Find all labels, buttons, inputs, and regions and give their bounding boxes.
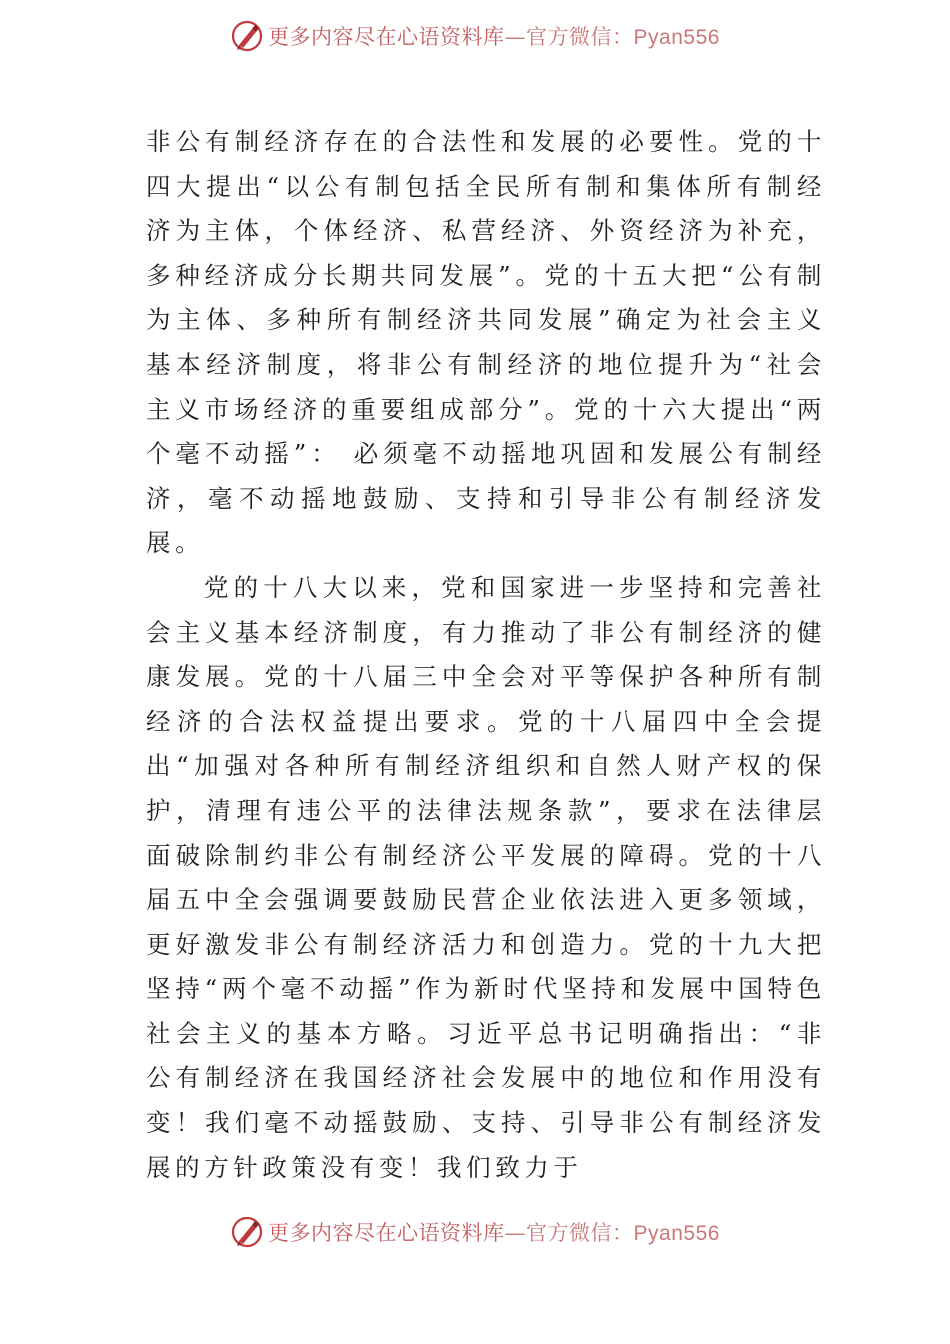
- footer-wechat-label: 官方微信：: [526, 1221, 634, 1245]
- paragraph: 党的十八大以来，党和国家进一步坚持和完善社会主义基本经济制度，有力推动了非公有制经济的健康发展。党的十八届三中全会对平等保护各种所有制经济的合法权益提出要求。党的十八届四中全会提出“加强对各种所有制经济组织和自然人财产权的保护，清理有违公平的法律法规条款”，要求在法律层面破除制约非公有制经济公平发展的障碍。党的十八届五中全会强调要鼓励民营企业依法进入更多领域，更好激发非公有制经济活力和创造力。党的十九大把坚持“两个毫不动摇”作为新时代坚持和发展中国特色社会主义的基本方略。习近平总书记明确指出：“非公有制经济在我国经济社会发展中的地位和作用没有变！我们毫不动摇鼓励、支持、引导非公有制经济发展的方针政策没有变！我们致力于: [146, 572, 826, 1182]
- header-wechat-id: Pyan556: [633, 26, 720, 49]
- footer-brand: 更多内容尽在心语资料库: [268, 1221, 505, 1245]
- header-separator: —: [504, 25, 527, 49]
- pen-logo-icon: [230, 19, 264, 53]
- footer-separator: —: [504, 1221, 527, 1245]
- header-banner-text: [268, 21, 720, 51]
- pen-logo-icon: [230, 1215, 264, 1249]
- header-banner: [0, 16, 950, 56]
- paragraph-continued: 非公有制经济存在的合法性和发展的必要性。党的十四大提出“以公有制包括全民所有制和集体所有制经济为主体，个体经济、私营经济、外资经济为补充，多种经济成分长期共同发展”。党的十五大把“公有制为主体、多种所有制经济共同发展”确定为社会主义基本经济制度，将非公有制经济的地位提升为“社会主义市场经济的重要组成部分”。党的十六大提出“两个毫不动摇”： 必须毫不动摇地巩固和发展公有制经济，毫不动摇地鼓励、支持和引导非公有制经济发展。: [146, 127, 826, 558]
- footer-banner: [0, 1212, 950, 1252]
- header-brand: 更多内容尽在心语资料库: [268, 25, 505, 49]
- footer-banner-text: [268, 1217, 720, 1247]
- body-text: [146, 120, 826, 1190]
- header-wechat-label: 官方微信：: [526, 25, 634, 49]
- footer-wechat-id: Pyan556: [633, 1222, 720, 1245]
